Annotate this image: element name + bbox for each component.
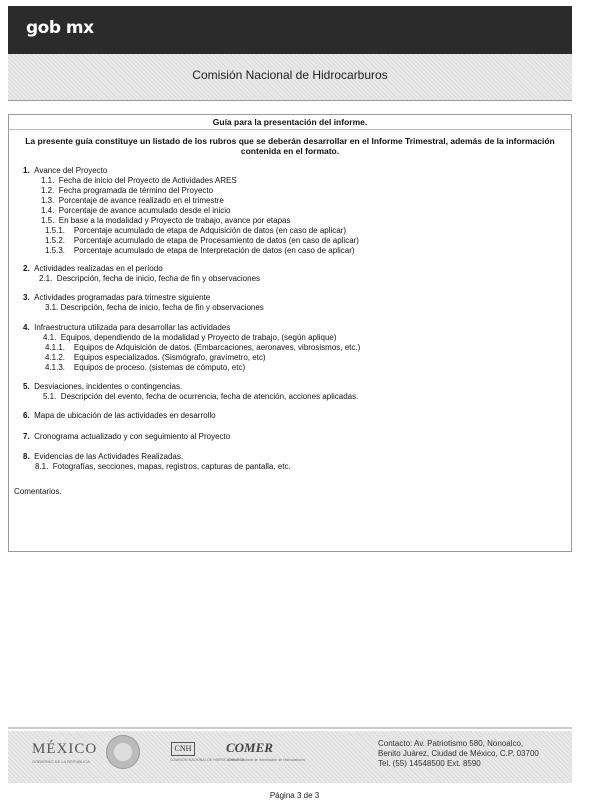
page-number: Página 3 de 3	[269, 791, 320, 800]
contact-info	[378, 739, 539, 769]
list-item: 1.4. Porcentaje de avance acumulado desde el inicio	[41, 206, 231, 215]
comer-logo: COMER	[226, 740, 273, 755]
agency-header-band	[8, 54, 572, 101]
national-seal-icon	[106, 735, 140, 769]
footer-divider	[8, 727, 572, 729]
list-item: 1.3. Porcentaje de avance realizado en el trimestre	[41, 196, 224, 205]
contact-line: Benito Juárez, Ciudad de México, C.P. 03700	[378, 749, 539, 758]
list-item: 4.1.2. Equipos especializados. (Sismógrafo, gravímetro, etc)	[45, 353, 266, 362]
list-item: 1.5.2. Porcentaje acumulado de etapa de Procesamiento de datos (en caso de aplicar)	[45, 236, 359, 245]
list-item: 6. Mapa de ubicación de las actividades en desarrollo	[23, 411, 216, 420]
list-item: 4.1.3. Equipos de proceso. (sistemas de cómputo, etc)	[45, 363, 246, 372]
mexico-logo: MÉXICO	[32, 741, 98, 757]
list-item: 2. Actividades realizadas en el período	[23, 264, 163, 273]
footer-band	[8, 731, 572, 783]
guide-title: Guía para la presentación del informe.	[212, 117, 368, 127]
cnh-logo: CNH	[171, 742, 195, 756]
agency-title: Comisión Nacional de Hidrocarburos	[192, 68, 388, 82]
comer-logo-subtitle: Centro Nacional de Información de Hidrocarburos	[228, 758, 306, 762]
list-item: 5.1. Descripción del evento, fecha de ocurrencia, fecha de atención, acciones aplicadas.	[43, 392, 359, 401]
list-item: 4.1. Equipos, dependiendo de la modalidad y Proyecto de trabajo, (según aplique)	[43, 333, 337, 342]
top-bar	[8, 6, 572, 54]
list-item: 1.5.3. Porcentaje acumulado de etapa de Interpretación de datos (en caso de aplicar)	[45, 246, 355, 255]
list-item: 8. Evidencias de las Actividades Realizadas.	[23, 452, 184, 461]
list-item: 1.1. Fecha de inicio del Proyecto de Actividades ARES	[41, 176, 237, 185]
title-divider	[9, 129, 571, 130]
comments-label: Comentarios.	[14, 487, 62, 496]
list-item: 4.1.1. Equipos de Adquisición de datos. (Embarcaciones, aeronaves, vibrosismos, etc.)	[45, 343, 361, 352]
gob-mx-logo[interactable]: gob mx	[26, 18, 94, 38]
list-item: 3.1. Descripción, fecha de inicio, fecha de fin y observaciones	[45, 303, 264, 312]
list-item: 5. Desviaciones, incidentes o contingencias.	[23, 382, 183, 391]
list-item: 3. Actividades programadas para trimestre siguiente	[23, 293, 211, 302]
list-item: 1. Avance del Proyecto	[23, 166, 108, 175]
mexico-logo-subtitle: GOBIERNO DE LA REPÚBLICA	[32, 759, 90, 764]
guide-panel	[8, 114, 572, 552]
contact-line: Tel. (55) 14548500 Ext. 8590	[378, 759, 481, 768]
list-item: 8.1. Fotografías, secciones, mapas, registros, capturas de pantalla, etc.	[35, 462, 291, 471]
list-item: 1.2. Fecha programada de término del Proyecto	[41, 186, 214, 195]
list-item: 7. Cronograma actualizado y con seguimiento al Proyecto	[23, 432, 231, 441]
contact-line: Contacto: Av. Patriotismo 580, Nonoalco,	[378, 739, 524, 748]
list-item: 1.5. En base a la modalidad y Proyecto de trabajo, avance por etapas	[41, 216, 291, 225]
cnh-logo-subtitle: COMISIÓN NACIONAL DE HIDROCARBUROS	[170, 758, 245, 762]
list-item: 4. Infraestructura utilizada para desarrollar las actividades	[23, 323, 231, 332]
list-item: 1.5.1. Porcentaje acumulado de etapa de Adquisición de datos (en caso de aplicar)	[45, 226, 347, 235]
guide-intro: La presente guía constituye un listado de los rubros que se deberán desarrollar en el Informe Trimestral, además de la información contenida en el formato.	[25, 136, 555, 156]
list-item: 2.1. Descripción, fecha de inicio, fecha de fin y observaciones	[39, 274, 261, 283]
